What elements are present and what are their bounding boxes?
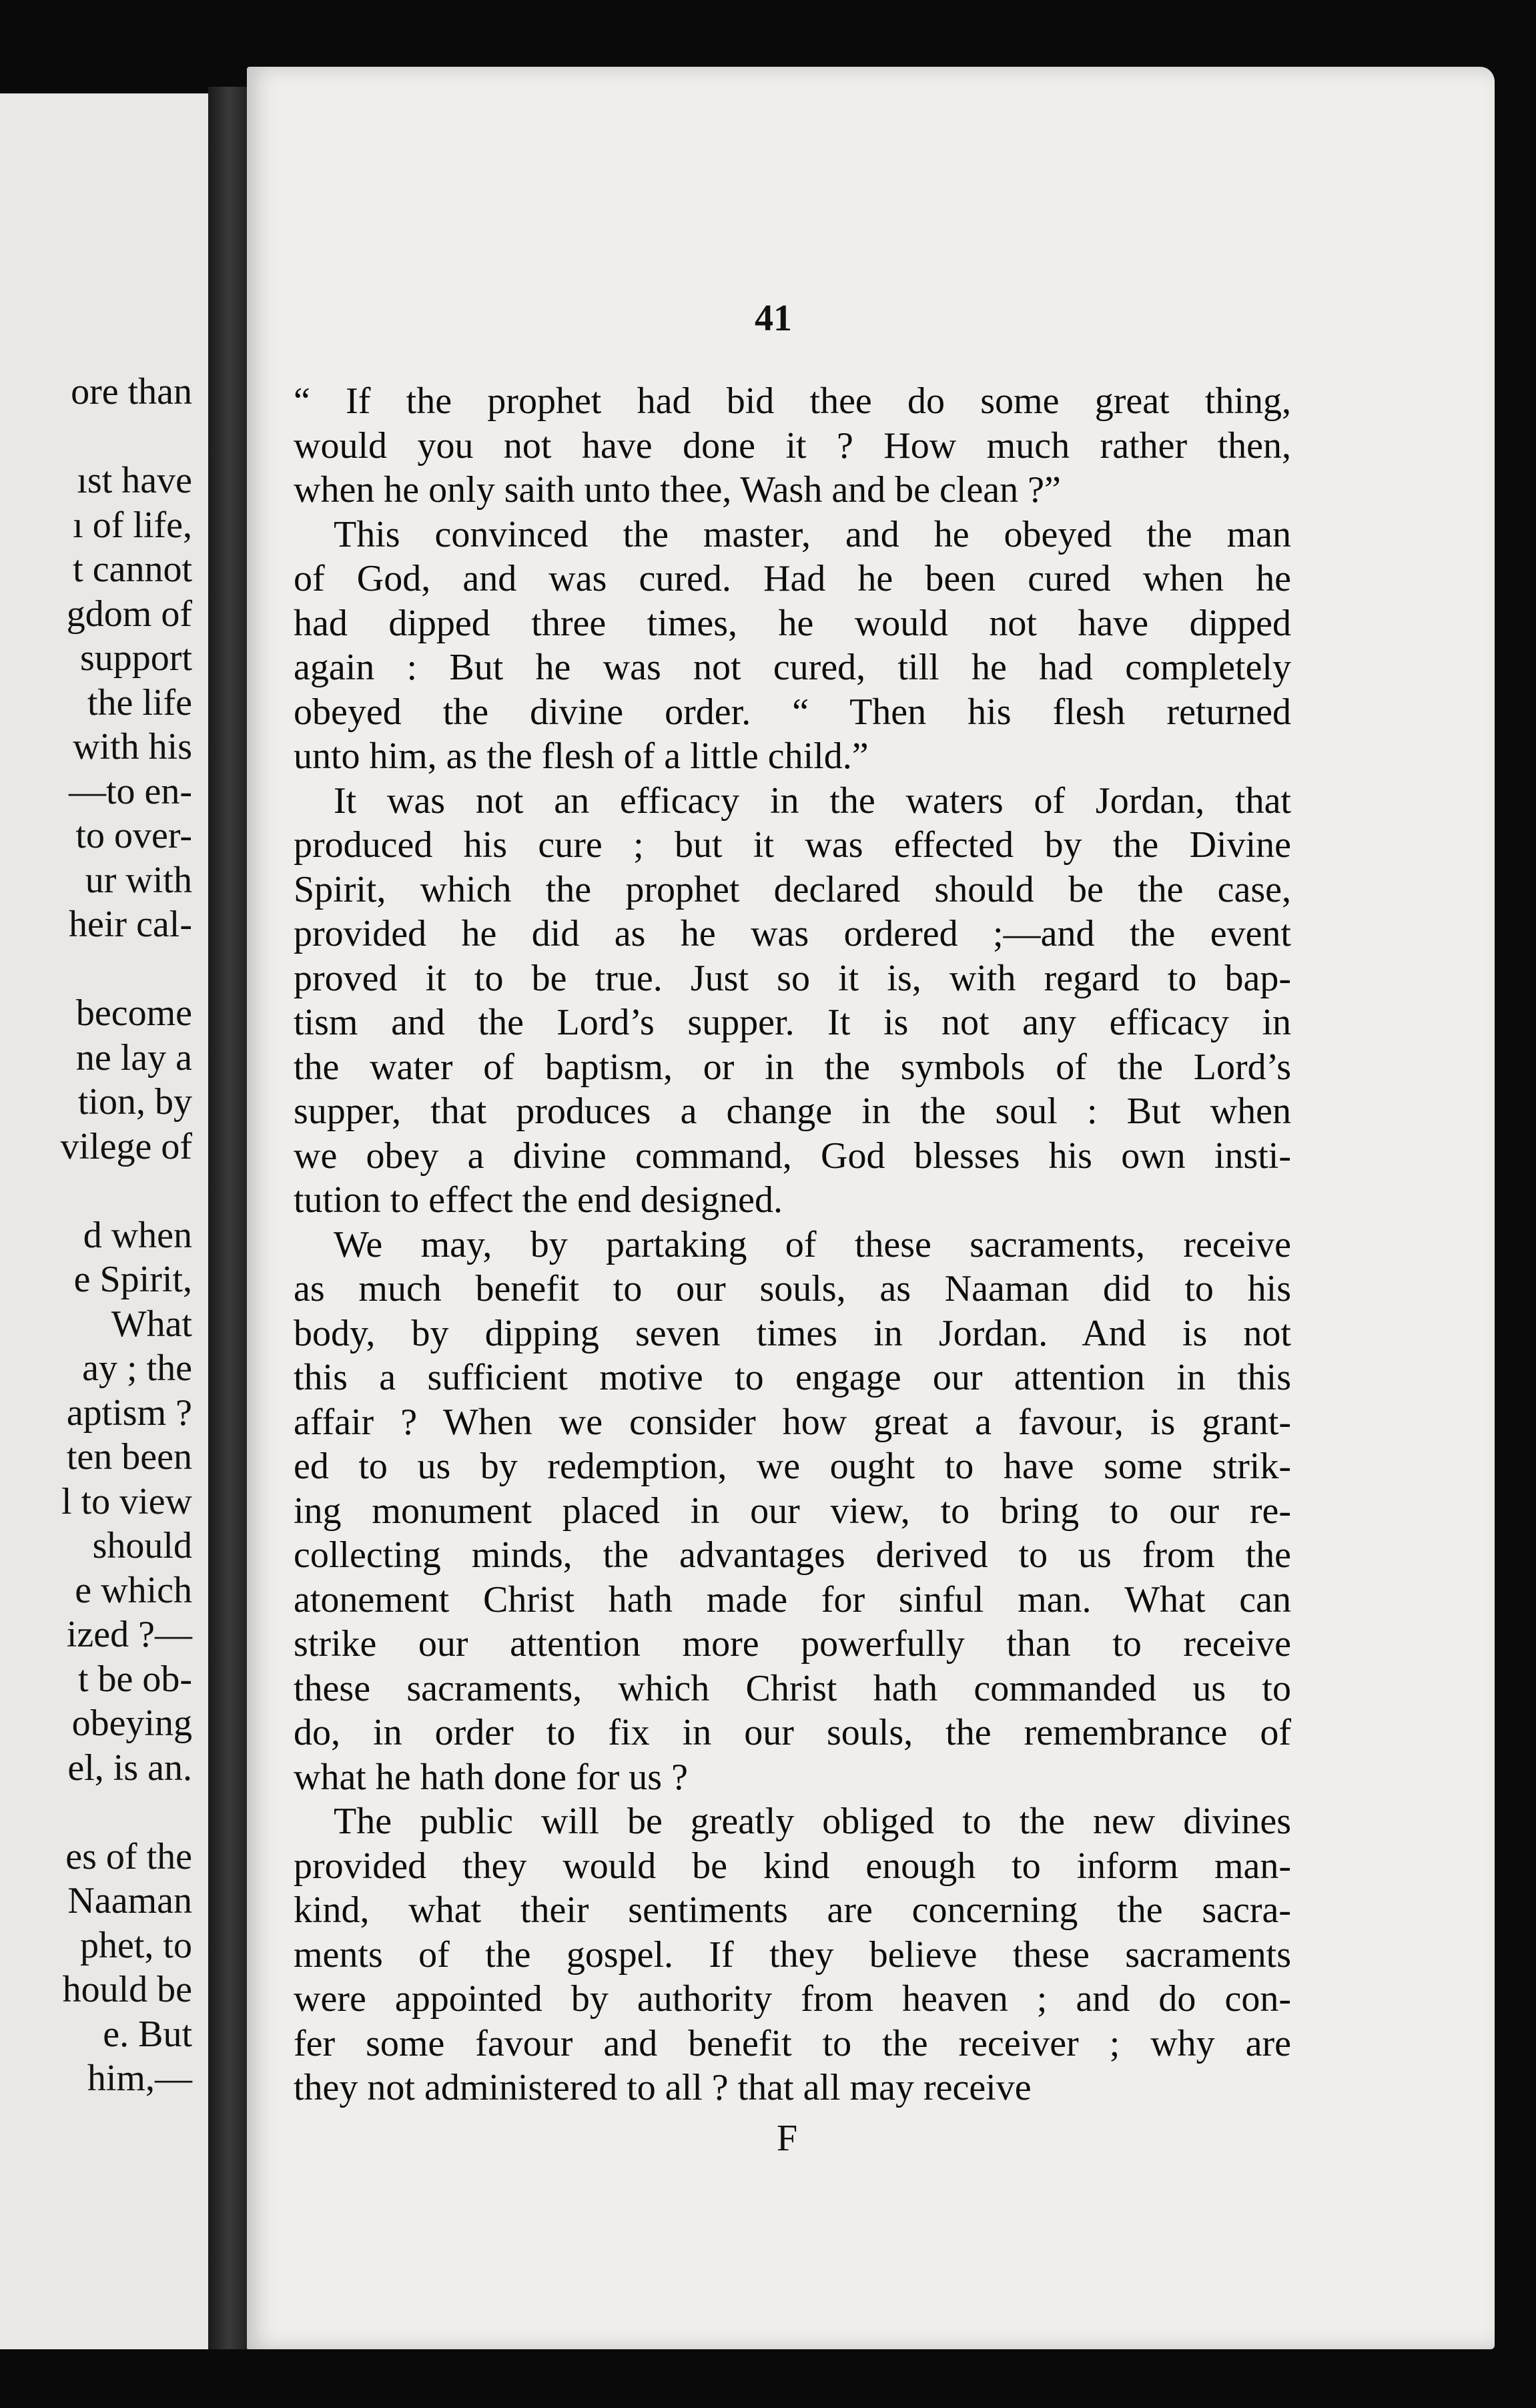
left-text-line: to over-	[75, 815, 192, 856]
left-text-line: ur with	[85, 859, 192, 901]
text-line: provided he did as he was ordered ;—and the event	[294, 913, 1291, 954]
left-text-line: ten been	[66, 1436, 192, 1478]
text-line: tution to effect the end designed.	[294, 1179, 783, 1221]
text-line: fer some favour and benefit to the receiver ; why are	[294, 2022, 1291, 2064]
left-text-line: phet, to	[80, 1924, 192, 1966]
left-text-line: ıst have	[77, 460, 192, 501]
text-line: ing monument placed in our view, to bring to our re-	[294, 1490, 1291, 1532]
left-text-line: heir cal-	[69, 904, 192, 945]
left-text-line: d when	[83, 1214, 192, 1256]
text-line: It was not an efficacy in the waters of Jordan, that	[334, 780, 1291, 822]
left-text-line: t cannot	[73, 549, 192, 590]
text-line: again : But he was not cured, till he had completely	[294, 647, 1291, 688]
left-text-line: e. But	[103, 2013, 192, 2055]
signature-mark: F	[777, 2118, 798, 2159]
left-text-line: Naaman	[67, 1880, 192, 1921]
left-text-line: ne lay a	[75, 1036, 192, 1079]
text-line: were appointed by authority from heaven ; and do con-	[294, 1978, 1291, 2020]
left-text-line: ore than	[71, 371, 192, 412]
text-line: ments of the gospel. If they believe these sacraments	[294, 1933, 1291, 1976]
text-line: proved it to be true. Just so it is, with regard to bap-	[294, 957, 1291, 999]
left-text-line: hould be	[62, 1969, 192, 2010]
text-line: affair ? When we consider how great a favour, is grant-	[294, 1401, 1291, 1443]
text-line: this a sufficient motive to engage our attention in this	[294, 1357, 1291, 1398]
left-text-line: should	[92, 1525, 192, 1566]
left-text-line: obeying	[71, 1703, 192, 1744]
page-number: 41	[755, 298, 792, 339]
left-text-line: e which	[75, 1569, 192, 1611]
left-text-line: become	[75, 992, 192, 1034]
text-line: of God, and was cured. Had he been cured when he	[294, 558, 1291, 599]
left-text-line: ı of life,	[73, 504, 192, 546]
text-line: collecting minds, the advantages derived to us from the	[294, 1534, 1291, 1576]
text-line: “ If the prophet had bid thee do some great thing,	[294, 380, 1291, 422]
text-line: Spirit, which the prophet declared should be the case,	[294, 868, 1291, 910]
text-line: tism and the Lord’s supper. It is not any efficacy in	[294, 1002, 1291, 1043]
text-line: had dipped three times, he would not have dipped	[294, 602, 1291, 644]
left-text-line: el, is an.	[67, 1747, 192, 1789]
left-text-line: support	[80, 637, 192, 679]
text-line: The public will be greatly obliged to the new divines	[334, 1801, 1291, 1842]
text-line: these sacraments, which Christ hath commanded us to	[294, 1667, 1291, 1709]
left-text-line: ized ?—	[66, 1614, 192, 1655]
body-text	[294, 379, 1291, 2110]
text-line: would you not have done it ? How much rather then,	[294, 424, 1291, 467]
left-text-line: l to view	[61, 1480, 192, 1522]
left-text-line: e Spirit,	[73, 1259, 192, 1300]
left-text-line: t be ob-	[77, 1658, 192, 1700]
left-text-line: him,—	[87, 2058, 192, 2099]
text-line: supper, that produces a change in the soul : But when	[294, 1091, 1291, 1132]
left-text-line: vilege of	[60, 1125, 192, 1167]
text-line: ed to us by redemption, we ought to have some strik-	[294, 1446, 1291, 1487]
text-line: produced his cure ; but it was effected by the Divine	[294, 824, 1291, 866]
left-text-line	[61, 414, 192, 459]
left-text-line: tion, by	[77, 1081, 192, 1123]
text-line: what he hath done for us ?	[294, 1756, 688, 1798]
left-text-line	[61, 947, 192, 992]
text-line: when he only saith unto thee, Wash and be clean ?”	[294, 469, 1061, 511]
text-line: We may, by partaking of these sacraments, receive	[334, 1223, 1291, 1265]
left-text-line	[61, 1790, 192, 1835]
text-line: obeyed the divine order. “ Then his flesh returned	[294, 691, 1291, 733]
left-text-line: ay ; the	[82, 1347, 192, 1389]
text-line: we obey a divine command, God blesses his own insti-	[294, 1135, 1291, 1177]
text-line: do, in order to fix in our souls, the remembrance of	[294, 1712, 1291, 1753]
text-line: as much benefit to our souls, as Naaman did to his	[294, 1268, 1291, 1309]
left-text-line: gdom of	[66, 593, 192, 635]
left-text-line: aptism ?	[66, 1392, 192, 1434]
text-line: This convinced the master, and he obeyed the man	[334, 513, 1291, 555]
left-text-line: es of the	[65, 1835, 192, 1877]
left-text-line: with his	[73, 726, 192, 768]
text-line: the water of baptism, or in the symbols of the Lord’s	[294, 1046, 1291, 1088]
text-line: unto him, as the flesh of a little child.”	[294, 735, 869, 777]
left-text-line: the life	[87, 681, 192, 723]
text-line: strike our attention more powerfully than to receive	[294, 1623, 1291, 1665]
left-text-line: What	[111, 1303, 192, 1345]
text-line: body, by dipping seven times in Jordan. And is not	[294, 1312, 1291, 1354]
text-line: kind, what their sentiments are concerning the sacra-	[294, 1889, 1291, 1931]
left-page-text	[61, 370, 192, 2101]
left-page-fragment	[0, 93, 208, 2349]
left-text-line	[61, 1169, 192, 1213]
left-text-line: —to en-	[68, 770, 192, 812]
text-line: they not administered to all ? that all may receive	[294, 2067, 1032, 2108]
text-line: provided they would be kind enough to inform man-	[294, 1845, 1291, 1887]
text-line: atonement Christ hath made for sinful man. What can	[294, 1578, 1291, 1620]
